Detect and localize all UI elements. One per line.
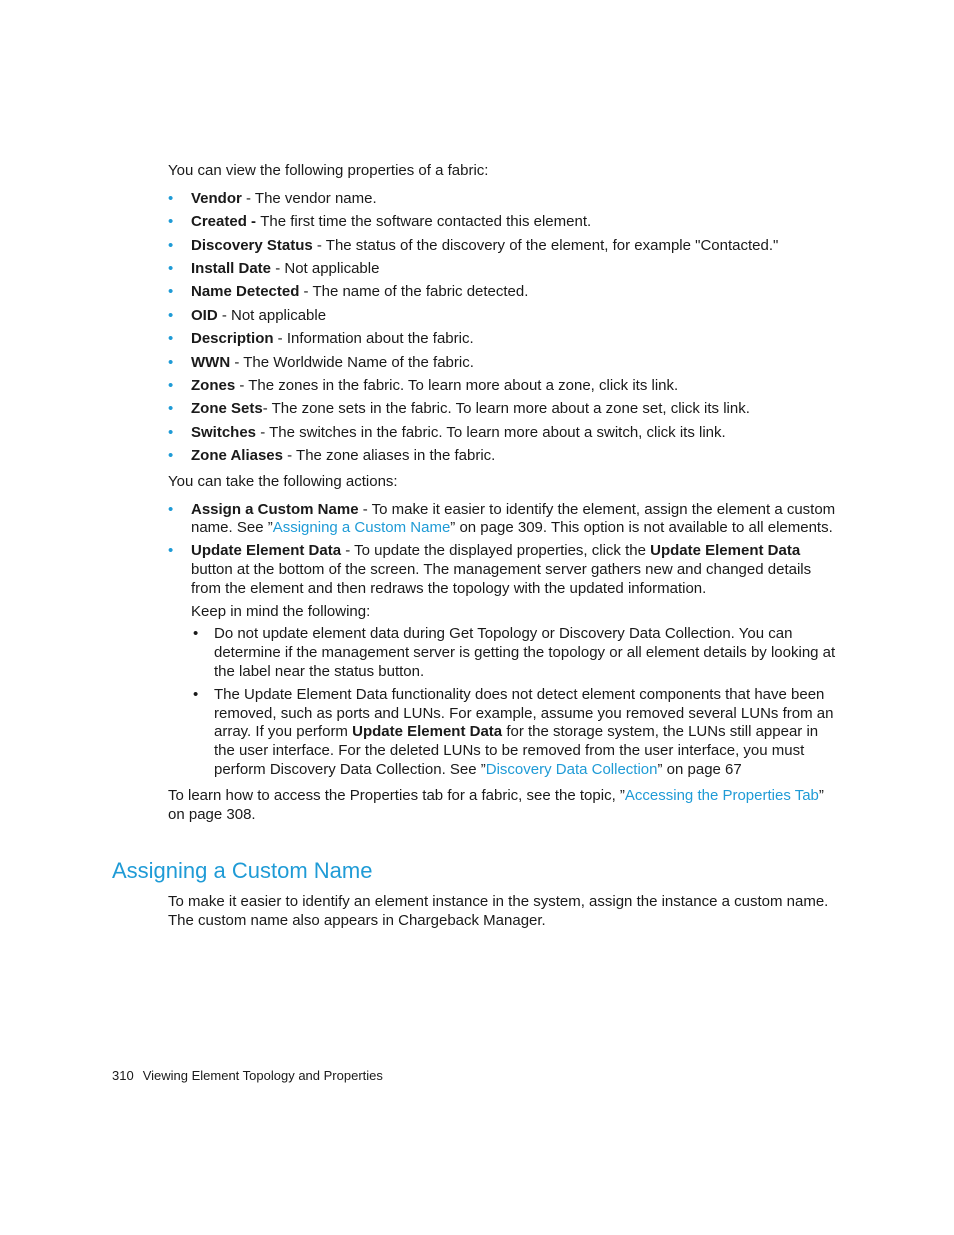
action-text: - To update the displayed properties, click the [341,542,651,560]
property-desc: - Not applicable [217,306,327,324]
actions-list [168,501,836,780]
property-desc: - Information about the fabric. [273,330,474,348]
note-bold: Update Element Data [352,723,503,741]
property-desc: - Not applicable [271,259,380,277]
property-term: Switches [191,423,257,441]
properties-tab-paragraph [168,787,836,825]
accessing-properties-tab-link[interactable]: Accessing the Properties Tab [624,786,819,804]
action-update-element-data [168,542,836,780]
list-item [168,283,836,302]
property-term: WWN [191,353,231,371]
list-item [168,260,836,279]
list-item [168,400,836,419]
property-desc: The first time the software contacted this element. [260,213,592,231]
properties-list [168,190,836,466]
list-item: • Do not update element data during Get Topology or Discovery Data Collection. You can determine if the management server is getting the topology or all element details by looking at the label near the status button. [191,625,836,681]
list-item [191,686,836,780]
property-term: Created - [191,213,261,231]
paragraph-text: To learn how to access the Properties tab for a fabric, see the topic, ” [168,786,625,804]
property-term: Name Detected [191,283,300,301]
actions-intro: You can take the following actions: [168,472,398,490]
property-desc: - The zones in the fabric. To learn more about a zone, click its link. [235,376,679,394]
property-desc: - The zone sets in the fabric. To learn more about a zone set, click its link. [262,400,750,418]
main-content [168,162,836,824]
footer-title: Viewing Element Topology and Properties [142,1068,383,1083]
note-text: for the storage system, the LUNs still appear in the user interface. For the deleted LUNs to be removed from the user interface, you must perform Discovery Data Collection. See ” [214,723,819,779]
list-item [168,354,836,373]
page-footer [112,1068,383,1084]
list-item [168,213,836,232]
section-body: To make it easier to identify an element instance in the system, assign the instance a custom name. The custom name also appears in Chargeback Manager. [168,893,829,929]
discovery-data-collection-link[interactable]: Discovery Data Collection [485,761,658,779]
list-item [168,190,836,209]
page-number: 310 [112,1068,134,1083]
list-item [168,237,836,256]
property-desc: - The switches in the fabric. To learn more about a switch, click its link. [256,423,726,441]
list-item [168,447,836,466]
list-item [168,330,836,349]
action-text: button at the bottom of the screen. The management server gathers new and changed details from the element and then redraws the topology with the updated information. [191,561,812,597]
list-item [168,424,836,443]
property-desc: - The zone aliases in the fabric. [282,447,496,465]
list-item [168,377,836,396]
section-heading: Assigning a Custom Name [112,858,373,883]
property-term: Zone Aliases [191,447,283,465]
action-term: Assign a Custom Name [191,500,359,518]
property-term: Install Date [191,259,272,277]
property-term: Zone Sets [191,400,263,418]
property-desc: - The Worldwide Name of the fabric. [230,353,474,371]
property-term: Vendor [191,189,242,207]
property-desc: - The status of the discovery of the element, for example "Contacted." [312,236,779,254]
property-desc: - The vendor name. [241,189,377,207]
property-term: Description [191,330,274,348]
paragraph-text: ” on page 308. [168,786,824,823]
action-assign-custom-name [168,501,836,539]
action-term: Update Element Data [191,542,342,560]
note-text: ” on page 67 [657,761,742,779]
action-term-inline: Update Element Data [650,542,801,560]
action-text: - To make it easier to identify the element, assign the element a custom name. See ” [191,500,836,537]
keep-in-mind: Keep in mind the following: [191,602,371,620]
note-text: The Update Element Data functionality does not detect element components that have been removed, such as ports and LUNs. For example, assume you removed several LUNs from an array. If you perform [214,685,834,741]
action-text: ” on page 309. This option is not available to all elements. [450,519,833,537]
assigning-custom-name-link[interactable]: Assigning a Custom Name [272,519,451,537]
properties-intro: You can view the following properties of a fabric: [168,162,489,179]
notes-list [191,625,836,779]
property-desc: - The name of the fabric detected. [299,283,529,301]
list-item [168,307,836,326]
property-term: OID [191,306,218,324]
property-term: Discovery Status [191,236,313,254]
property-term: Zones [191,376,236,394]
